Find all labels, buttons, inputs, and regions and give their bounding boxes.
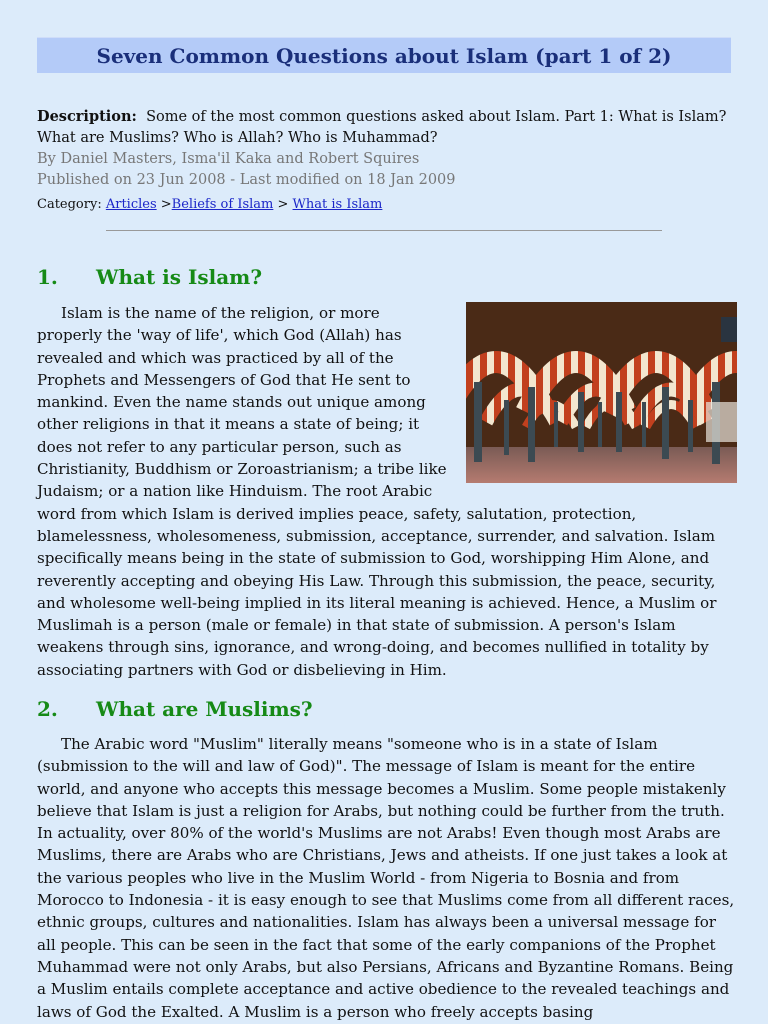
- description-label: Description:: [37, 108, 137, 125]
- section-number: 1.: [37, 265, 58, 289]
- description: [37, 106, 737, 149]
- section-body-what-is-islam: [37, 302, 737, 681]
- published-date: Published on 23 Jun 2008 - Last modified on 18 Jan 2009: [37, 172, 456, 188]
- category-label: Category:: [37, 197, 102, 212]
- breadcrumb-link-beliefs-of-islam[interactable]: Beliefs of Islam: [171, 197, 274, 212]
- title-bar: [37, 37, 731, 73]
- breadcrumb-separator: >: [156, 197, 172, 212]
- mosque-arches-photo: [466, 302, 737, 483]
- divider: [106, 230, 662, 231]
- breadcrumb-link-articles[interactable]: Articles: [105, 197, 157, 212]
- section-number: 2.: [37, 697, 58, 721]
- section-heading-what-are-muslims: [37, 697, 313, 721]
- breadcrumb: [37, 196, 382, 214]
- breadcrumb-separator: >: [273, 197, 293, 212]
- section-title: What are Muslims?: [96, 697, 313, 721]
- authors: By Daniel Masters, Isma'il Kaka and Robert Squires: [37, 151, 420, 167]
- page-title: Seven Common Questions about Islam (part 1 of 2): [96, 43, 672, 68]
- section-body-what-are-muslims: [37, 733, 737, 1023]
- breadcrumb-link-what-is-islam[interactable]: What is Islam: [292, 197, 383, 212]
- section-text: The Arabic word "Muslim" literally means "someone who is in a state of Islam (submission to the will and law of God)". The message of Islam is meant for the entire world, and anyone who accepts this message becomes a Muslim. Some people mistakenly believe that Islam is just a religion for Arabs, but nothing could be further from the truth. In actuality, over 80% of the world's Muslims are not Arabs! Even though most Arabs are Muslims, there are Arabs who are Christians, Jews and atheists. If one just takes a look at the various peoples who live in the Muslim World - from Nigeria to Bosnia and from Morocco to Indonesia - it is easy enough to see that Muslims come from all different races, ethnic groups, cultures and nationalities. Islam has always been a universal message for all people. This can be seen in the fact that some of the early companions of the Prophet Muhammad were not only Arabs, but also Persians, Africans and Byzantine Romans. Being a Muslim entails complete acceptance and active obedience to the revealed teachings and laws of God the Exalted. A Muslim is a person who freely accepts basing: [37, 735, 735, 1021]
- description-text: Some of the most common questions asked about Islam. Part 1: What is Islam? What are Muslims? Who is Allah? Who is Muhammad?: [37, 109, 727, 146]
- section-text: Islam is the name of the religion, or more properly the 'way of life', which God (Allah) has revealed and which was practiced by all of the Prophets and Messengers of God that He sent to mankind. Even the name stands out unique among other religions in that it means a state of being; it does not refer to any particular person, such as Christianity, Buddhism or Zoroastrianism; a tribe like Judaism; or a nation like Hinduism. The root Arabic word from which Islam is derived implies peace, safety, salutation, protection, blamelessness, wholesomeness, submission, acceptance, surrender, and salvation. Islam specifically means being in the state of submission to God, worshipping Him Alone, and reverently accepting and obeying His Law. Through this submission, the peace, security, and wholesome well-being implied in its literal meaning is achieved. Hence, a Muslim or Muslimah is a person (male or female) in that state of submission. A person's Islam weakens through sins, ignorance, and wrong-doing, and becomes nullified in totality by associating partners with God or disbelieving in Him.: [37, 304, 717, 679]
- section-heading-what-is-islam: [37, 265, 262, 289]
- section-title: What is Islam?: [96, 265, 263, 289]
- article-meta: [37, 106, 737, 191]
